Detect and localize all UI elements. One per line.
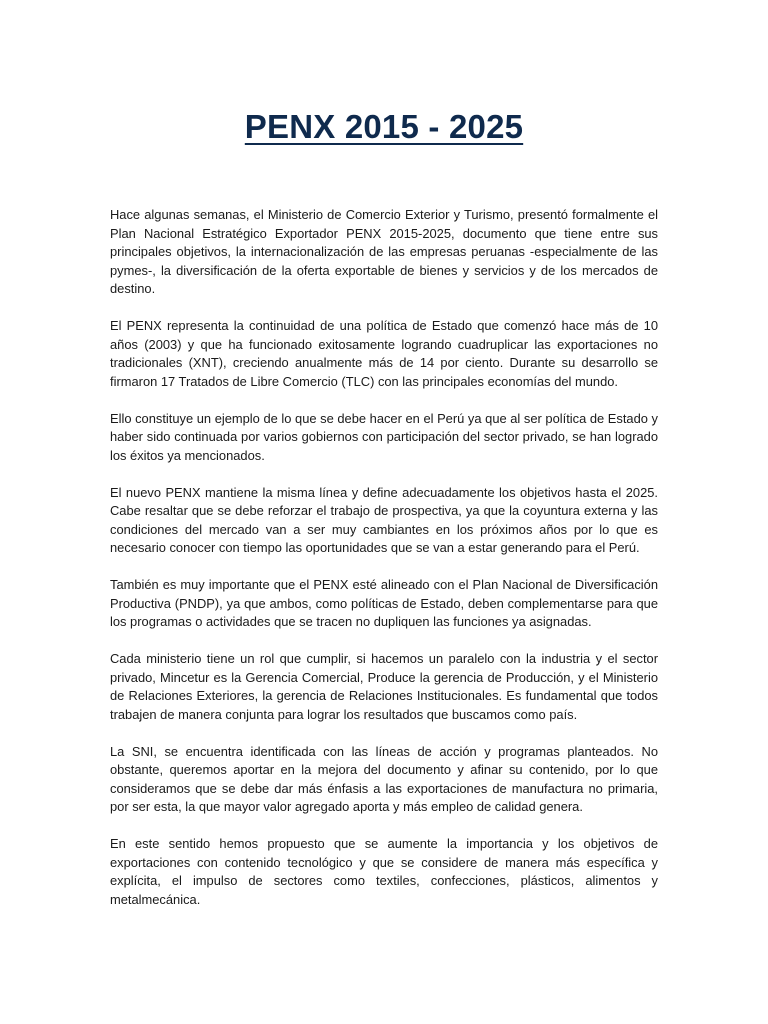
paragraph-1: Hace algunas semanas, el Ministerio de Comercio Exterior y Turismo, presentó formalmente el Plan Nacional Estratégico Exportador PENX 2015-2025, documento que tiene entre sus principales objetivos, la internacionalización de las empresas peruanas -especialmente de las pymes-, la diversificación de la oferta exportable de bienes y servicios y de los mercados de destino. xyxy=(110,207,658,296)
paragraph-4: El nuevo PENX mantiene la misma línea y define adecuadamente los objetivos hasta el 2025. Cabe resaltar que se debe reforzar el trabajo de prospectiva, ya que la coyuntura externa y las condiciones del mercado van a ser muy cambiantes en los próximos años por lo que es necesario conocer con tiempo las oportunidades que se van a estar generando para el Perú. xyxy=(110,484,658,555)
page-title-text: PENX 2015 - 2025 xyxy=(244,108,524,145)
document-body xyxy=(110,206,658,928)
paragraph-6: Cada ministerio tiene un rol que cumplir, si hacemos un paralelo con la industria y el sector privado, Mincetur es la Gerencia Comercial, Produce la gerencia de Producción, y el Ministerio de Relaciones Exteriores, la gerencia de Relaciones Institucionales. Es fundamental que todos trabajen de manera conjunta para lograr los resultados que buscamos como país. xyxy=(110,651,658,722)
paragraph-8: En este sentido hemos propuesto que se aumente la importancia y los objetivos de exportaciones con contenido tecnológico y que se considere de manera más específica y explícita, el impulso de sectores como textiles, confecciones, plásticos, alimentos y metalmecánica. xyxy=(110,836,658,907)
paragraph-5: También es muy importante que el PENX esté alineado con el Plan Nacional de Diversificación Productiva (PNDP), ya que ambos, como políticas de Estado, deben complementarse para que los programas o actividades que se tracen no dupliquen las funciones ya asignadas. xyxy=(110,577,658,629)
paragraph-3: Ello constituye un ejemplo de lo que se debe hacer en el Perú ya que al ser política de Estado y haber sido continuada por varios gobiernos con participación del sector privado, se han logrado los éxitos ya mencionados. xyxy=(110,410,658,463)
paragraph-7: La SNI, se encuentra identificada con las líneas de acción y programas planteados. No obstante, queremos aportar en la mejora del documento y afinar su contenido, por lo que consideramos que se debe dar más énfasis a las exportaciones de manufactura no primaria, por ser esta, la que mayor valor agregado aporta y más empleo de calidad genera. xyxy=(110,743,658,814)
page-title xyxy=(0,108,768,146)
paragraph-2: El PENX representa la continuidad de una política de Estado que comenzó hace más de 10 años (2003) y que ha funcionado exitosamente logrando cuadruplicar las exportaciones no tradicionales (XNT), creciendo anualmente más de 14 por ciento. Durante su desarrollo se firmaron 17 Tratados de Libre Comercio (TLC) con las principales economías del mundo. xyxy=(110,318,658,389)
